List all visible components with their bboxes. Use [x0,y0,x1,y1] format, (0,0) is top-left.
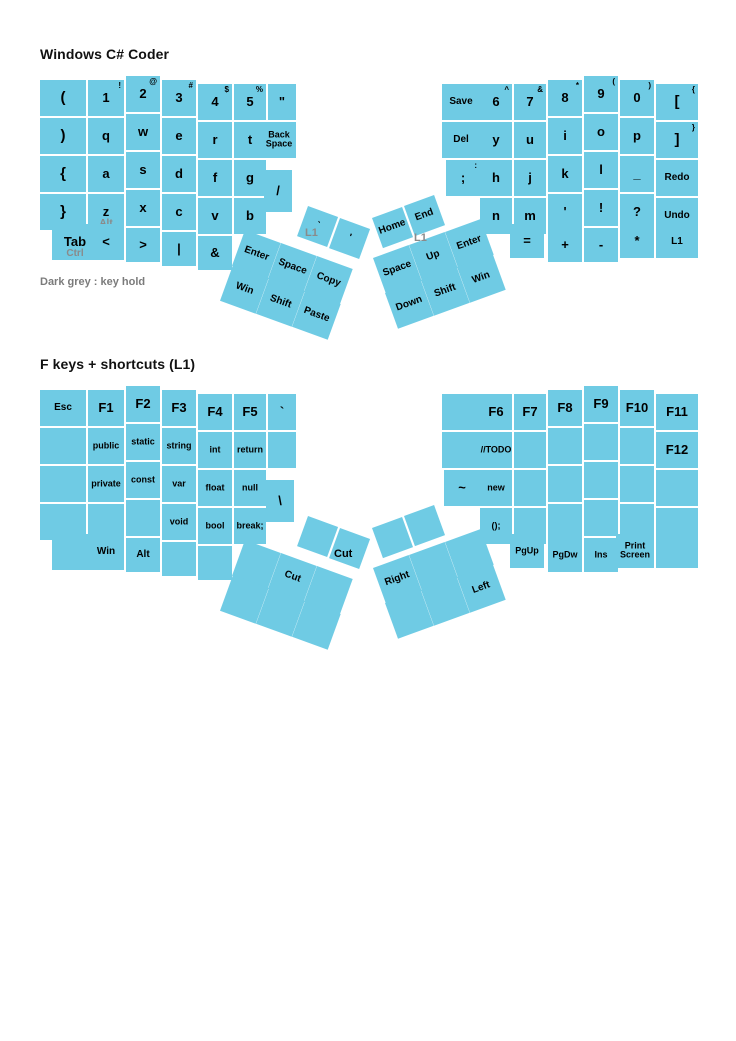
key-l1-r-r1-c2[interactable] [514,432,546,468]
key-base-l-r2-c6[interactable]: / [264,170,292,212]
key-l1-r-r2-c5[interactable] [620,466,654,502]
key-l1-r-r1-c6[interactable]: F12 [656,432,698,468]
key-base-r-r1-c3[interactable]: i [548,118,582,154]
key-l1-r-r1-c1[interactable]: //TODO [480,432,512,468]
key-l1-r-thumb-5[interactable]: Left [457,564,506,613]
key-base-l-r2-c1[interactable]: a [88,156,124,192]
key-base-l-r3-c3[interactable]: c [162,194,196,230]
key-l1-l-r1-c5[interactable]: return [234,432,266,468]
key-base-r-r1-c2[interactable]: u [514,122,546,158]
key-l1-r-r4-c2[interactable]: PgUp [510,534,544,568]
key-base-r-r1-c5[interactable]: p [620,118,654,154]
key-base-r-r0-c5[interactable]: 0 ) [620,80,654,116]
key-l1-l-r3-c4[interactable]: bool [198,508,232,544]
key-l1-l-thumb-3[interactable]: Cut [268,553,317,602]
key-base-r-r4-c6[interactable]: L1 [656,226,698,258]
key-base-l-thumb-7[interactable]: Paste [292,291,341,340]
keyboard-base [0,0,736,325]
key-base-r-r0-c1[interactable]: 6 ^ [480,84,512,120]
key-base-l-r4-c3[interactable]: | [162,232,196,266]
key-base-l-r3-c0[interactable]: } [40,194,86,230]
key-l1-l-r2-c2[interactable]: const [126,462,160,498]
key-base-l-r0-c2[interactable]: 2 @ [126,76,160,112]
key-l1-l-r4-c2[interactable]: Alt [126,538,160,572]
key-base-r-r0-c6[interactable]: [ { [656,84,698,120]
key-base-r-r2-c3[interactable]: k [548,156,582,192]
key-l1-r-r4-c5[interactable]: Print Screen [616,534,654,568]
key-l1-r-r0-c4[interactable]: F9 [584,386,618,422]
key-l1-l-r2-c0[interactable] [40,466,86,502]
key-l1-l-r1-c2[interactable]: static [126,424,160,460]
key-base-r-r3-c6[interactable]: Undo [656,198,698,234]
key-l1-r-r1-c3[interactable] [548,428,582,464]
key-base-r-thumb-7[interactable]: Down [385,280,434,329]
key-base-r-r2-c0[interactable]: ; : [446,160,480,196]
key-l1-r-r1-c5[interactable] [620,428,654,464]
label-base-r-thumb-l1: L1 [414,232,427,244]
key-l1-r-r0-c5[interactable]: F10 [620,390,654,426]
key-l1-r-r0-c0[interactable] [442,394,480,430]
key-base-l-r3-c4[interactable]: v [198,198,232,234]
key-base-r-r3-c1[interactable]: n [480,198,512,234]
key-base-l-r1-c2[interactable]: w [126,114,160,150]
key-base-r-r2-c5[interactable]: _ [620,156,654,192]
key-base-r-r3-c3[interactable]: ' [548,194,582,230]
key-l1-l-r0-c3[interactable]: F3 [162,390,196,426]
key-l1-r-r2-c3[interactable] [548,466,582,502]
key-l1-r-r4-c6[interactable] [656,536,698,568]
key-l1-l-r0-c0[interactable]: Esc [40,390,86,426]
key-base-r-r1-c1[interactable]: y [480,122,512,158]
key-base-r-r2-c2[interactable]: j [514,160,546,196]
key-l1-l-r4-c3[interactable] [162,542,196,576]
key-base-r-r1-c6[interactable]: ] } [656,122,698,158]
key-l1-l-r0-c5[interactable]: F5 [234,394,266,430]
key-base-l-r4-c0[interactable]: Tab Ctrl [52,224,98,260]
key-base-l-r0-c1[interactable]: 1 ! [88,80,124,116]
label-l1-l-thumb-cut: Cut [334,548,353,560]
key-l1-l-r1-c3[interactable]: string [162,428,196,464]
key-base-r-r2-c4[interactable]: l [584,152,618,188]
key-l1-r-r4-c3[interactable]: PgDw [548,538,582,572]
layer-title-base: Windows C# Coder [40,46,170,62]
key-l1-r-r0-c3[interactable]: F8 [548,390,582,426]
key-l1-r-r2-c6[interactable] [656,470,698,506]
key-base-l-r1-c0[interactable]: ) [40,118,86,154]
key-base-r-thumb-0[interactable]: End [404,195,445,236]
key-base-r-r4-c5[interactable]: * [620,224,654,258]
key-l1-l-r2-c1[interactable]: private [88,466,124,502]
key-l1-l-r1-c0[interactable] [40,428,86,464]
key-base-r-r4-c4[interactable]: - [584,228,618,262]
key-l1-l-r1-c6[interactable] [268,432,296,468]
key-base-l-r1-c3[interactable]: e [162,118,196,154]
key-l1-l-r0-c2[interactable]: F2 [126,386,160,422]
legend-note: Dark grey : key hold [40,276,146,288]
key-l1-r-r2-c2[interactable] [514,470,546,506]
key-l1-l-r1-c1[interactable]: public [88,428,124,464]
key-l1-l-r1-c4[interactable]: int [198,432,232,468]
key-base-r-r1-c0[interactable]: Del [442,122,480,158]
key-l1-r-r2-c4[interactable] [584,462,618,498]
key-l1-l-r0-c6[interactable]: ` [268,394,296,430]
key-base-l-r4-c1[interactable]: < [88,224,124,260]
key-base-r-thumb-4[interactable]: Space [373,245,422,294]
key-base-r-thumb-1[interactable]: Home [372,207,413,248]
key-l1-r-r0-c2[interactable]: F7 [514,394,546,430]
key-l1-r-r4-c4[interactable]: Ins [584,538,618,572]
key-l1-r-r3-c4[interactable] [584,500,618,536]
key-base-l-r4-c4[interactable]: & [198,236,232,270]
key-l1-r-r0-c1[interactable]: F6 [480,394,512,430]
key-base-l-r0-c4[interactable]: 4 $ [198,84,232,120]
key-base-l-r3-c1[interactable]: z [88,194,124,230]
key-base-r-r4-c3[interactable]: + [548,228,582,262]
key-base-l-r4-c2[interactable]: > [126,228,160,262]
key-l1-l-r2-c4[interactable]: float [198,470,232,506]
key-base-l-thumb-1[interactable]: ' [329,218,370,259]
key-base-l-r3-c2[interactable]: x [126,190,160,226]
key-l1-r-r3-c3[interactable] [548,504,582,540]
key-base-l-r2-c2[interactable]: s [126,152,160,188]
key-l1-l-r2-c6[interactable]: \ [266,480,294,522]
key-base-l-r0-c3[interactable]: 3 # [162,80,196,116]
key-l1-l-r4-c1[interactable]: Win [88,534,124,570]
key-base-r-thumb-3[interactable]: Up [409,232,458,281]
key-base-l-r1-c1[interactable]: q [88,118,124,154]
key-base-r-thumb-5[interactable]: Win [457,254,506,303]
key-base-r-thumb-2[interactable]: Enter [445,219,494,268]
key-base-r-r4-c2[interactable]: = [510,224,544,258]
key-base-r-r3-c5[interactable]: ? [620,194,654,230]
key-base-l-thumb-6[interactable]: Shift [256,278,305,327]
key-l1-l-r3-c2[interactable] [126,500,160,536]
key-base-r-r1-c4[interactable]: o [584,114,618,150]
key-base-r-thumb-6[interactable]: Shift [421,267,470,316]
layer-title-l1: F keys + shortcuts (L1) [40,356,196,372]
key-base-l-r0-c5[interactable]: 5 % [234,84,266,120]
key-l1-r-thumb-4[interactable]: Right [373,555,422,604]
label-base-l-thumb-l1: L1 [305,227,318,239]
key-l1-r-r3-c1[interactable]: (); [480,508,512,544]
key-l1-l-r2-c5[interactable]: null [234,470,266,506]
keyboard-l1 [0,310,736,610]
key-l1-l-r2-c3[interactable]: var [162,466,196,502]
key-l1-r-r2-c0[interactable]: ~ [444,470,480,506]
key-l1-l-r3-c5[interactable]: break; [234,508,266,544]
key-base-l-r2-c4[interactable]: f [198,160,232,196]
key-base-l-r0-c6[interactable]: " [268,84,296,120]
key-base-r-r2-c6[interactable]: Redo [656,160,698,196]
key-base-l-r0-c0[interactable]: ( [40,80,86,116]
key-base-r-r3-c4[interactable]: ! [584,190,618,226]
key-base-l-thumb-5[interactable]: Win [220,265,269,314]
key-l1-l-r3-c3[interactable]: void [162,504,196,540]
key-base-l-thumb-0[interactable]: ` [297,206,338,247]
key-l1-r-r1-c4[interactable] [584,424,618,460]
key-base-r-r2-c1[interactable]: h [480,160,512,196]
key-base-r-r0-c2[interactable]: 7 & [514,84,546,120]
key-base-r-r0-c3[interactable]: 8 * [548,80,582,116]
key-base-r-r3-c2[interactable]: m [514,198,546,234]
key-l1-l-r4-c4[interactable] [198,546,232,580]
key-l1-l-r0-c4[interactable]: F4 [198,394,232,430]
key-l1-r-r2-c1[interactable]: new [480,470,512,506]
key-l1-l-r0-c1[interactable]: F1 [88,390,124,426]
key-l1-r-r1-c0[interactable] [442,432,480,468]
key-base-l-r3-c5[interactable]: b [234,198,266,234]
key-l1-r-r0-c6[interactable]: F11 [656,394,698,430]
key-base-l-r1-c5[interactable]: t [234,122,266,158]
key-base-l-r2-c0[interactable]: { [40,156,86,192]
key-base-l-thumb-3[interactable]: Space [268,243,317,292]
key-base-r-r0-c4[interactable]: 9 ( [584,76,618,112]
key-base-r-r0-c0[interactable]: Save [442,84,480,120]
key-base-l-r1-c6[interactable]: Back Space [262,122,296,158]
key-base-l-r1-c4[interactable]: r [198,122,232,158]
key-base-l-r2-c3[interactable]: d [162,156,196,192]
key-base-l-r2-c5[interactable]: g [234,160,266,196]
key-base-l-thumb-4[interactable]: Copy [304,256,353,305]
key-base-l-thumb-2[interactable]: Enter [232,230,281,279]
